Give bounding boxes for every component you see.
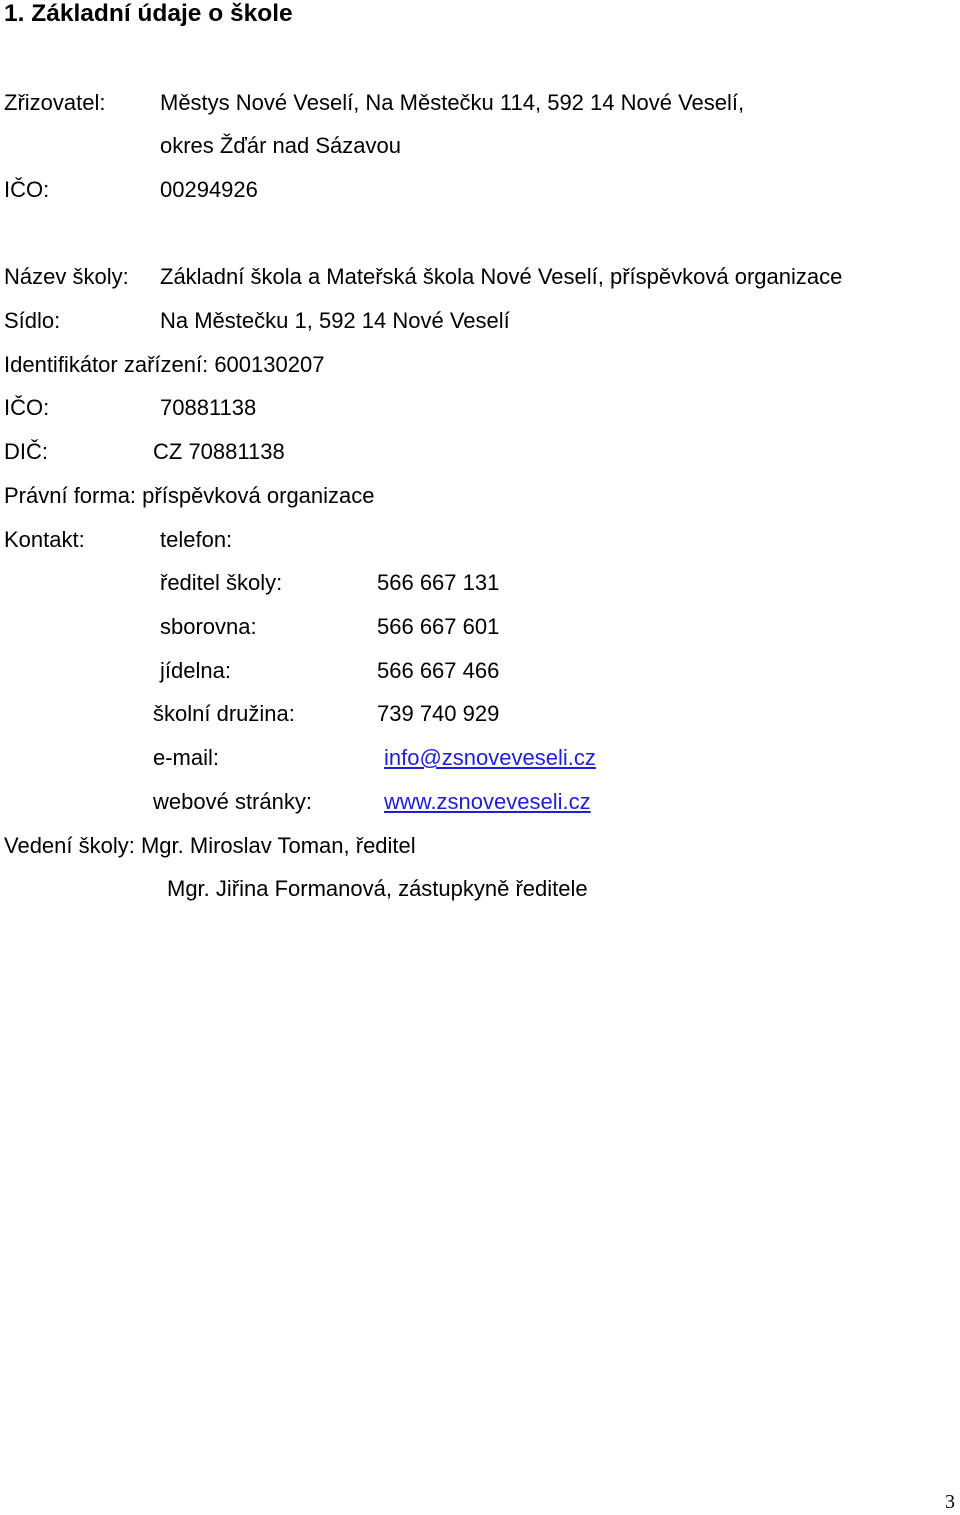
management-line2: Mgr. Jiřina Formanová, zástupkyně ředitele — [167, 876, 588, 901]
school-ico-label: IČO: — [4, 395, 50, 420]
phone-staffroom-value: 566 667 601 — [377, 614, 500, 639]
school-seat-label: Sídlo: — [4, 308, 61, 333]
school-dic-value: CZ 70881138 — [153, 439, 285, 464]
founder-label: Zřizovatel: — [4, 90, 106, 115]
email-link[interactable]: info@zsnoveveseli.cz — [384, 745, 596, 770]
facility-identifier: Identifikátor zařízení: 600130207 — [4, 352, 325, 377]
phone-canteen-value: 566 667 466 — [377, 658, 500, 683]
phone-director-label: ředitel školy: — [160, 570, 283, 595]
phone-afterschool-label: školní družina: — [153, 701, 295, 726]
website-label: webové stránky: — [153, 789, 312, 814]
school-seat-value: Na Městečku 1, 592 14 Nové Veselí — [160, 308, 510, 333]
phone-label: telefon: — [160, 527, 233, 552]
phone-canteen-label: jídelna: — [160, 658, 231, 683]
email-label: e-mail: — [153, 745, 220, 770]
website-link[interactable]: www.zsnoveveseli.cz — [384, 789, 591, 814]
founder-value-line1: Městys Nové Veselí, Na Městečku 114, 592 14 Nové Veselí, — [160, 90, 745, 115]
page-number: 3 — [945, 1491, 955, 1513]
contact-label: Kontakt: — [4, 527, 85, 552]
founder-value-line2: okres Žďár nad Sázavou — [160, 133, 401, 158]
phone-staffroom-label: sborovna: — [160, 614, 257, 639]
school-name-label: Název školy: — [4, 264, 129, 289]
founder-ico-value: 00294926 — [160, 177, 258, 202]
section-heading: 1. Základní údaje o škole — [4, 0, 293, 27]
school-ico-value: 70881138 — [160, 395, 257, 420]
phone-director-value: 566 667 131 — [377, 570, 500, 595]
management-line1: Vedení školy: Mgr. Miroslav Toman, ředitel — [4, 833, 416, 858]
founder-ico-label: IČO: — [4, 177, 50, 202]
school-name-value: Základní škola a Mateřská škola Nové Veselí, příspěvková organizace — [160, 264, 843, 289]
school-dic-label: DIČ: — [4, 439, 48, 464]
phone-afterschool-value: 739 740 929 — [377, 701, 500, 726]
legal-form: Právní forma: příspěvková organizace — [4, 483, 375, 508]
